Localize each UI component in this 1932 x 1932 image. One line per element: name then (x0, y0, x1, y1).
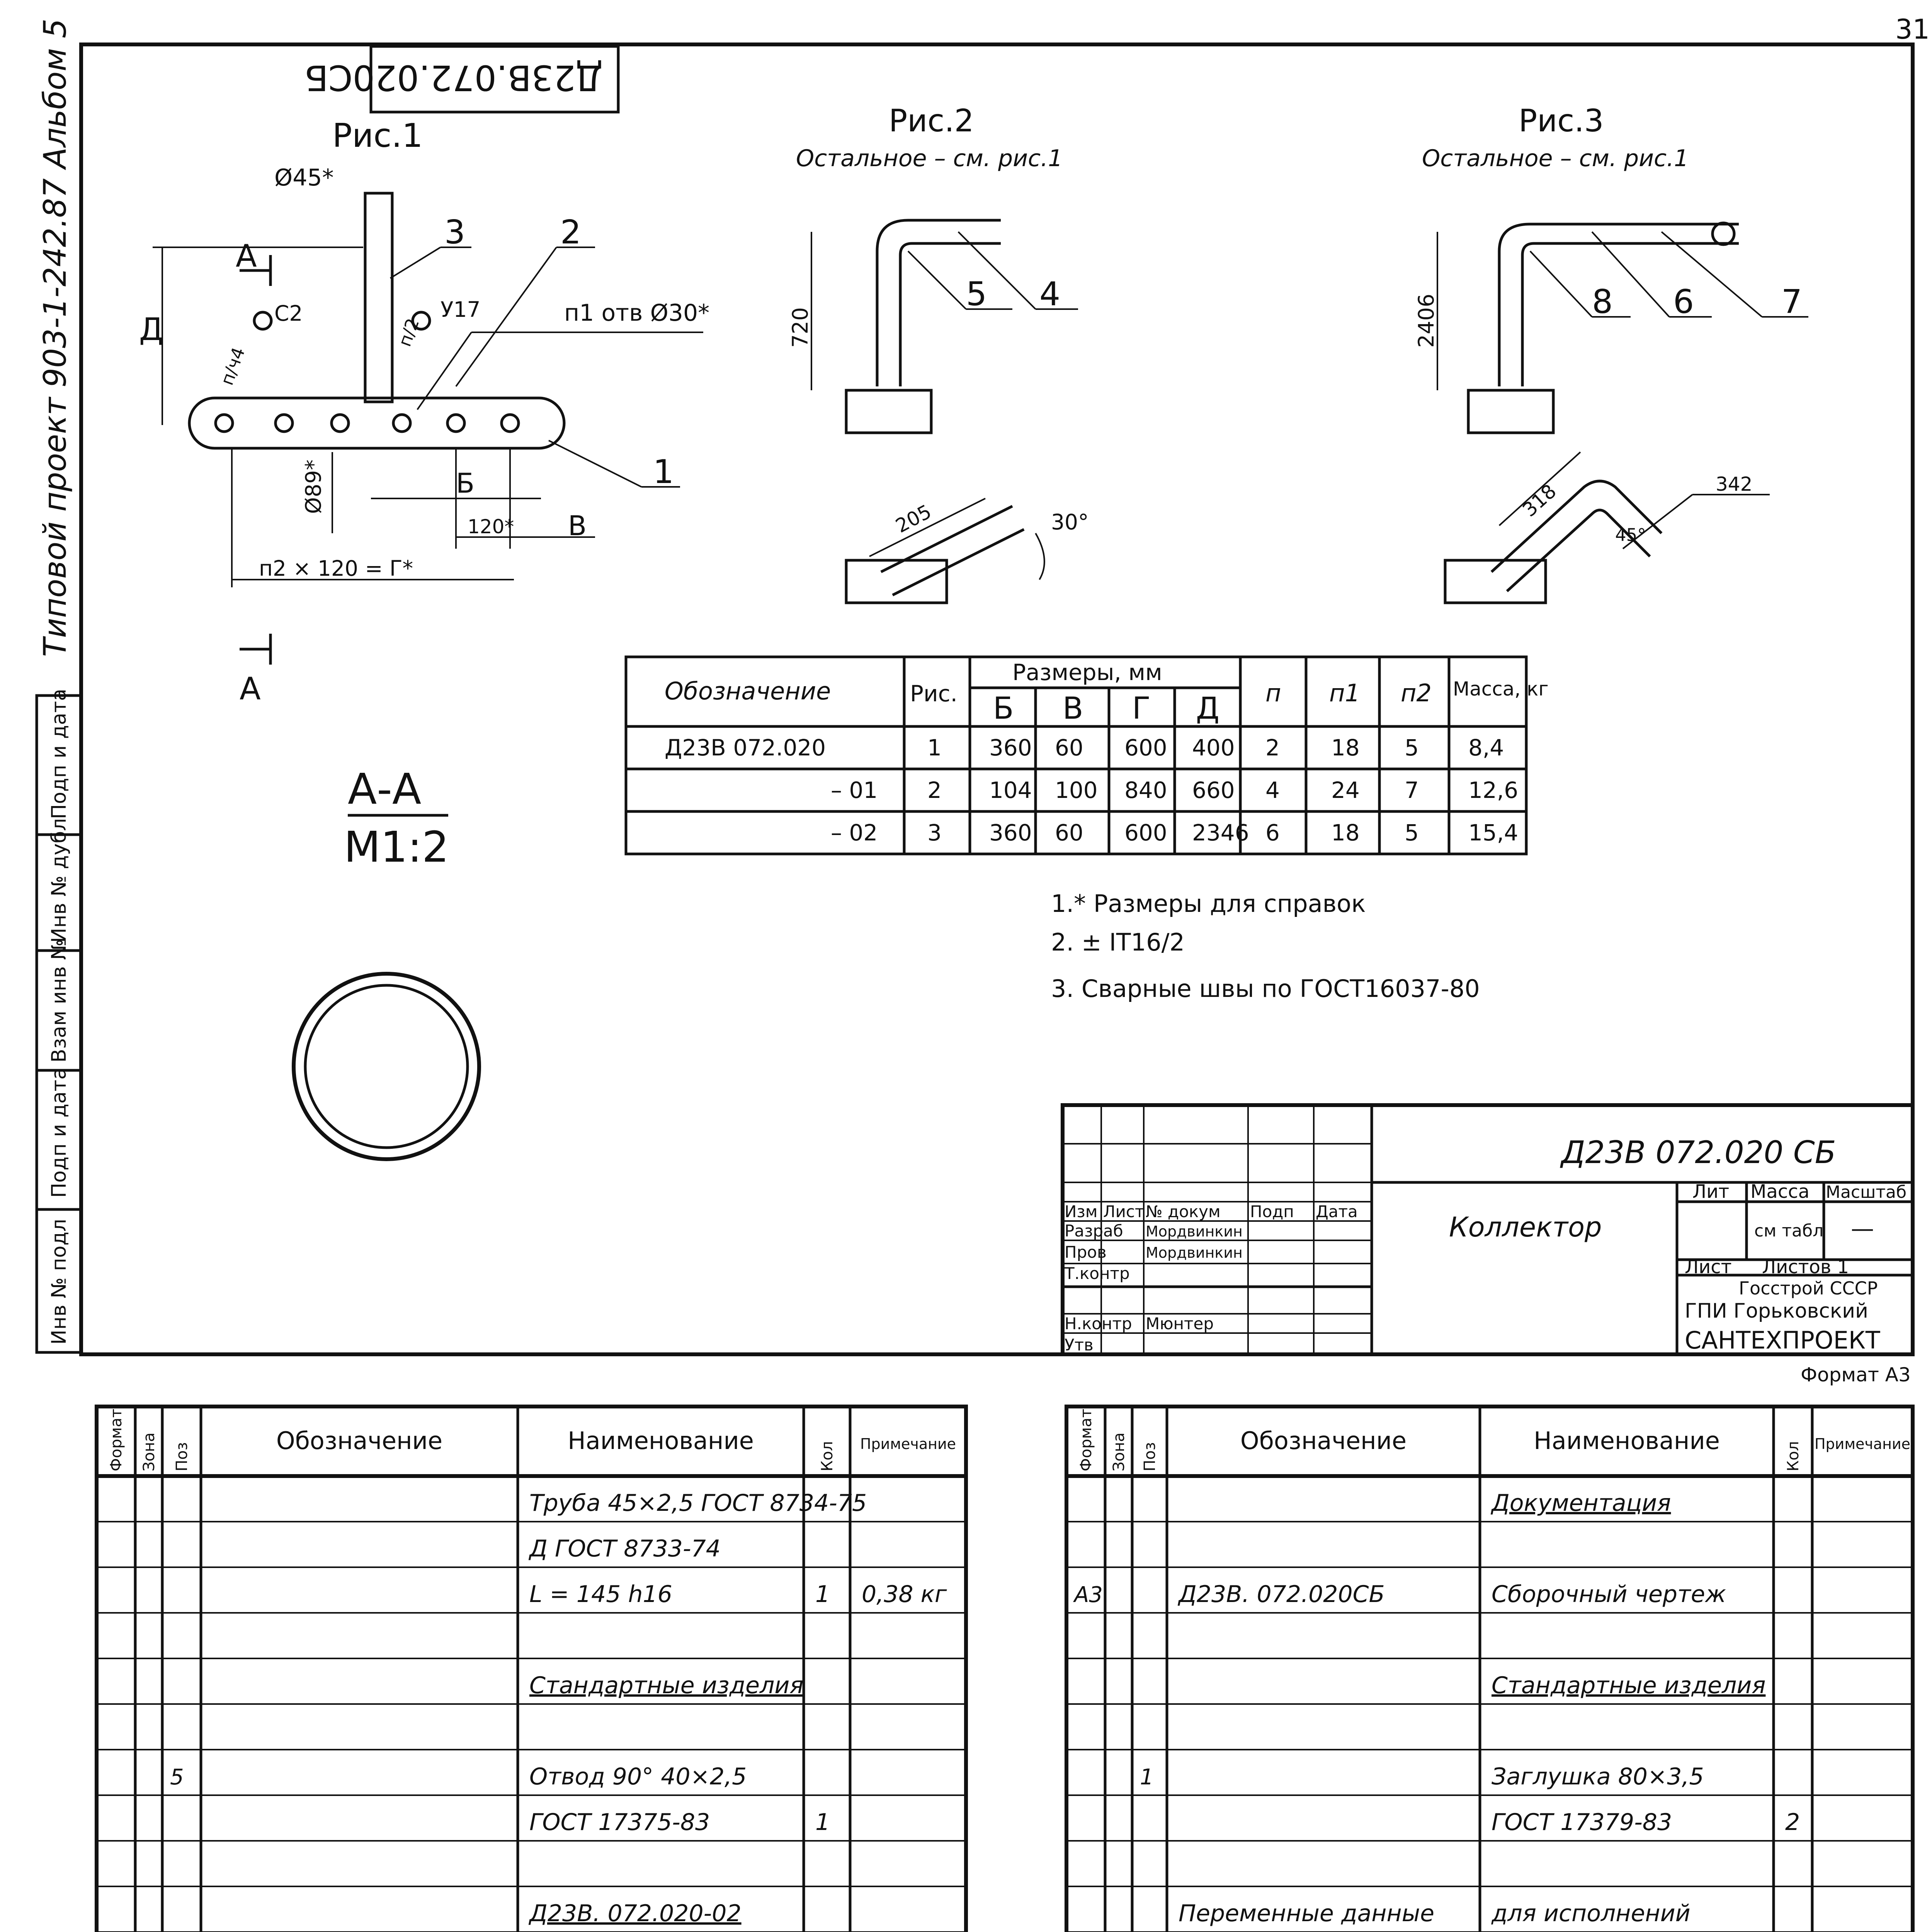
fig2-dim-h: 720 (788, 307, 813, 348)
dims-cell: – 02 (831, 820, 878, 846)
spec-cell: Сборочный чертеж (1492, 1581, 1726, 1608)
spec-cell: 5 (170, 1765, 184, 1790)
spec-cell: А3 (1074, 1582, 1103, 1607)
dims-cell: 12,6 (1468, 777, 1519, 803)
tb-role-list: Лист (1103, 1202, 1145, 1221)
dims-head-n: п (1265, 679, 1281, 707)
tb-role-nkontr: Н.контр (1065, 1314, 1132, 1333)
tb-role-prov: Пров (1065, 1243, 1107, 1262)
fig3-dim-b: 342 (1716, 473, 1753, 495)
dims-cell: 24 (1331, 777, 1360, 803)
section-mark-a-top: А (236, 238, 257, 274)
fig3-angle: 45° (1615, 525, 1646, 545)
dims-cell: 60 (1055, 820, 1083, 846)
note-1: 1.* Размеры для справок (1051, 889, 1366, 918)
note-3: 3. Сварные швы по ГОСТ16037-80 (1051, 975, 1480, 1003)
spec-cell: Стандартные изделия (1492, 1672, 1766, 1699)
dims-cell: 1 (927, 735, 942, 761)
tb-name-prov: Мордвинкин (1146, 1244, 1243, 1261)
fig1-label-d45: Ø45* (274, 164, 334, 191)
dims-cell: 5 (1405, 820, 1419, 846)
side-label-4: Подп и дата (48, 1067, 71, 1198)
spec-cell: 1 (815, 1809, 830, 1836)
spec-header: Обозначение (1240, 1427, 1407, 1455)
fig2-dim-l: 205 (892, 500, 935, 537)
spec-cell: Д ГОСТ 8733-74 (529, 1535, 721, 1562)
fig1-label-b: Б (456, 468, 475, 499)
spec-header: Зона (1110, 1432, 1128, 1471)
spec-cell: L = 145 h16 (529, 1581, 672, 1608)
fig1-callout-3: 3 (444, 213, 466, 252)
dims-cell: Д23В 072.020 (665, 735, 826, 761)
dims-cell: 400 (1192, 735, 1235, 761)
section-scale: М1:2 (344, 822, 449, 872)
fig3-title: Рис.3 (1519, 103, 1604, 139)
fig1-label-120: 120* (468, 515, 514, 538)
tb-org1: Госстрой СССР (1739, 1278, 1878, 1299)
dims-cell: 8,4 (1468, 735, 1504, 761)
tb-role-izm: Изм (1065, 1202, 1098, 1221)
dims-head-b: Б (993, 691, 1014, 726)
tb-role-podp: Подп (1250, 1202, 1294, 1221)
side-label-3: Взам инв № (48, 939, 71, 1063)
dims-cell: 5 (1405, 735, 1419, 761)
spec-cell: ГОСТ 17375-83 (529, 1809, 710, 1836)
fig1-title: Рис.1 (332, 117, 423, 155)
spec-cell: Д23В. 072.020-02 (529, 1900, 742, 1927)
fig2-callout-5: 5 (966, 275, 987, 313)
spec-cell: 1 (815, 1581, 830, 1608)
spec-cell: 2 (1785, 1809, 1800, 1836)
dims-head-v: В (1063, 691, 1083, 726)
dims-cell: 2 (1265, 735, 1280, 761)
fig3-subtitle: Остальное – см. рис.1 (1422, 145, 1689, 172)
dims-head-d: Д (1196, 691, 1219, 726)
fig1-label-c2: С2 (274, 301, 303, 326)
spec-header: Примечание (1814, 1435, 1911, 1452)
dims-cell: 360 (989, 735, 1032, 761)
dims-head-n1: п1 (1329, 679, 1360, 707)
spec-header: Зона (140, 1432, 158, 1471)
tb-sheet: Лист (1685, 1256, 1732, 1278)
spec-header: Формат (107, 1408, 125, 1471)
dims-head-mass: Масса, кг (1453, 678, 1549, 700)
spec-cell: Заглушка 80×3,5 (1492, 1763, 1704, 1790)
spec-cell: Документация (1492, 1490, 1671, 1517)
fig1-label-holes: п1 отв Ø30* (564, 299, 710, 327)
side-label-2: Инв № дубл (48, 818, 71, 943)
tb-role-razrab: Разраб (1065, 1221, 1123, 1240)
stamp-code: Д23В.072.020СБ (304, 57, 603, 98)
spec-cell: для исполнений (1492, 1900, 1690, 1927)
spec-cell: Стандартные изделия (529, 1672, 804, 1699)
tb-mass-val: см табл (1754, 1221, 1824, 1241)
tb-name-razrab: Мордвинкин (1146, 1223, 1243, 1240)
spec-header: Кол (818, 1441, 836, 1471)
spec-header: Обозначение (276, 1427, 443, 1455)
tb-scale-val: — (1851, 1215, 1874, 1242)
tb-mass: Масса (1750, 1181, 1810, 1202)
dims-head-sizes: Размеры, мм (1012, 659, 1162, 685)
dims-cell: 100 (1055, 777, 1098, 803)
tb-role-tkontr: Т.контр (1065, 1264, 1130, 1283)
dims-cell: 60 (1055, 735, 1083, 761)
fig3-dim-a: 318 (1518, 480, 1561, 521)
spec-cell: 0,38 кг (862, 1581, 947, 1608)
dims-cell: 15,4 (1468, 820, 1519, 846)
tb-org2: ГПИ Горьковский (1685, 1299, 1868, 1323)
fig1-label-n2: п/2 (394, 315, 423, 349)
dims-cell: 2 (927, 777, 942, 803)
fig2-angle: 30° (1051, 510, 1089, 534)
spec-header: Наименование (1534, 1427, 1720, 1455)
dims-cell: – 01 (831, 777, 878, 803)
tb-scale: Масштаб (1826, 1182, 1907, 1202)
fig1-callout-2: 2 (560, 213, 582, 252)
spec-header: Кол (1784, 1441, 1802, 1471)
side-label-5: Инв № подл (48, 1219, 71, 1345)
spec-cell: Отвод 90° 40×2,5 (529, 1763, 747, 1790)
dims-cell: 840 (1124, 777, 1167, 803)
fig1-callout-1: 1 (653, 453, 674, 491)
side-label-1: Подп и дата (48, 689, 71, 819)
dims-head-g: Г (1132, 691, 1151, 726)
fig1-label-v: В (568, 510, 587, 542)
dims-cell: 600 (1124, 735, 1167, 761)
fig3-callout-7: 7 (1781, 283, 1803, 321)
tb-role-doc: № докум (1146, 1202, 1221, 1221)
dims-cell: 360 (989, 820, 1032, 846)
dims-cell: 3 (927, 820, 942, 846)
spec-header: Поз (173, 1442, 191, 1471)
dims-head-designation: Обозначение (665, 677, 831, 705)
project-margin-text: Типовой проект 903-1-242.87 Альбом 5 (37, 19, 73, 657)
tb-name-nkontr: Мюнтер (1146, 1314, 1214, 1333)
spec-header: Поз (1141, 1442, 1159, 1471)
fig3-dim-h: 2406 (1414, 294, 1439, 348)
dims-cell: 660 (1192, 777, 1235, 803)
note-2: 2. ± IT16/2 (1051, 928, 1185, 956)
fig1-label-d89: Ø89* (301, 459, 326, 514)
fig1-label-n1v4: п/ч4 (216, 344, 249, 388)
spec-cell: Труба 45×2,5 ГОСТ 8734-75 (529, 1490, 867, 1517)
fig1-label-g: п2 × 120 = Г* (259, 556, 413, 581)
dims-cell: 18 (1331, 735, 1360, 761)
tb-role-date: Дата (1316, 1202, 1358, 1221)
fig3-callout-8: 8 (1592, 283, 1613, 321)
tb-code: Д23В 072.020 СБ (1561, 1134, 1836, 1170)
dims-head-n2: п2 (1401, 679, 1432, 707)
section-title: А-А (348, 764, 422, 814)
tb-org3: САНТЕХПРОЕКТ (1685, 1326, 1880, 1354)
tb-lit: Лит (1692, 1181, 1730, 1202)
dims-cell: 2346 (1192, 820, 1249, 846)
tb-sheets: Листов 1 (1762, 1256, 1849, 1278)
fig1-label-y17: У17 (440, 297, 481, 322)
fig2-callout-4: 4 (1039, 275, 1061, 313)
spec-header: Примечание (860, 1435, 956, 1452)
fig3-callout-6: 6 (1673, 283, 1694, 321)
dims-cell: 18 (1331, 820, 1360, 846)
page-number: 31 (1895, 14, 1930, 45)
spec-header: Наименование (568, 1427, 754, 1455)
dims-cell: 7 (1405, 777, 1419, 803)
spec-header: Формат (1077, 1408, 1095, 1471)
format-label: Формат А3 (1801, 1364, 1911, 1386)
spec-cell: 1 (1140, 1765, 1154, 1790)
spec-cell: Д23В. 072.020СБ (1179, 1581, 1385, 1608)
dims-head-fig: Рис. (910, 680, 957, 707)
dims-cell: 6 (1265, 820, 1280, 846)
fig1-dim-d: Д (139, 311, 163, 347)
tb-role-utv: Утв (1065, 1335, 1094, 1354)
fig2-subtitle: Остальное – см. рис.1 (796, 145, 1063, 172)
dims-cell: 104 (989, 777, 1032, 803)
fig2-title: Рис.2 (889, 103, 974, 139)
section-mark-a-bottom: А (240, 671, 261, 707)
spec-cell: Переменные данные (1179, 1900, 1435, 1927)
dims-cell: 600 (1124, 820, 1167, 846)
dims-cell: 4 (1265, 777, 1280, 803)
tb-name: Коллектор (1449, 1211, 1602, 1243)
spec-cell: ГОСТ 17379-83 (1492, 1809, 1672, 1836)
